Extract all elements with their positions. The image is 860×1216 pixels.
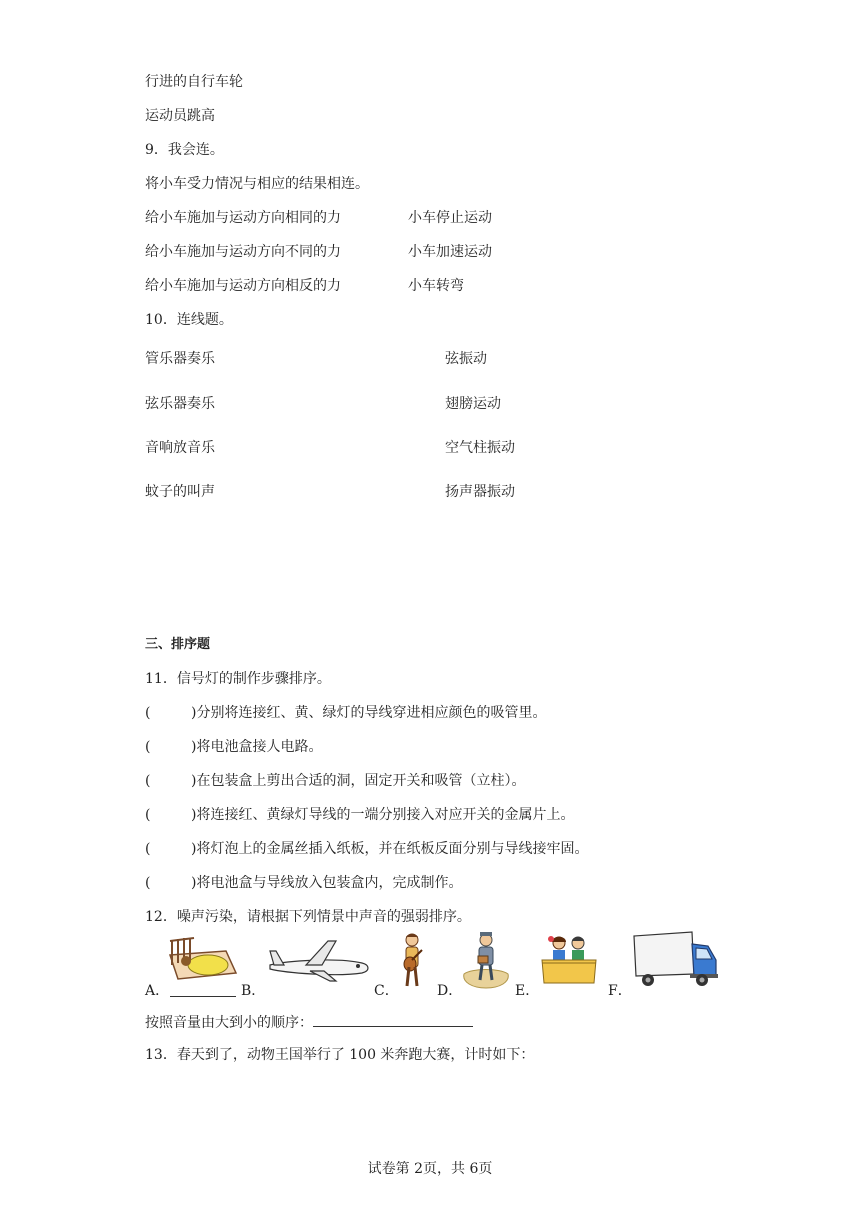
option-letter-f: F． <box>608 983 632 999</box>
top-item: 行进的自行车轮 <box>145 74 243 90</box>
order-answer-blank[interactable] <box>313 1012 473 1027</box>
question-13-title: 13．春天到了，动物王国举行了 100 米奔跑大赛，计时如下： <box>145 1047 535 1063</box>
q10-right-item: 弦振动 <box>445 351 487 367</box>
sort-step: ( )在包装盒上剪出合适的洞，固定开关和吸管（立柱）。 <box>145 773 526 789</box>
sleeping-person-icon <box>164 935 238 983</box>
option-letter-d: D． <box>437 983 463 999</box>
guitar-player-icon <box>398 932 426 990</box>
answer-blank-open[interactable]: ( <box>145 773 151 789</box>
option-a-blank[interactable] <box>170 982 236 997</box>
q10-left-item: 音响放音乐 <box>145 440 215 456</box>
q9-left-item: 给小车施加与运动方向相反的力 <box>145 278 341 294</box>
order-label: 按照音量由大到小的顺序： <box>145 1012 473 1032</box>
q10-left-item: 管乐器奏乐 <box>145 351 215 367</box>
q9-right-item: 小车停止运动 <box>408 210 492 226</box>
q9-right-item: 小车加速运动 <box>408 244 492 260</box>
truck-icon <box>630 930 718 990</box>
answer-blank-open[interactable]: ( <box>145 705 151 721</box>
sort-step: ( )将电池盒与导线放入包装盒内，完成制作。 <box>145 875 463 891</box>
worker-icon <box>460 930 512 992</box>
q10-right-item: 空气柱振动 <box>445 440 515 456</box>
top-item: 运动员跳高 <box>145 108 215 124</box>
question-11-title: 11．信号灯的制作步骤排序。 <box>145 671 331 687</box>
question-9-title: 9．我会连。 <box>145 142 224 158</box>
option-letter-a: A． <box>145 983 170 999</box>
q10-left-item: 弦乐器奏乐 <box>145 396 215 412</box>
answer-blank-open[interactable]: ( <box>145 841 151 857</box>
option-letter-b: B． <box>241 983 266 999</box>
q9-left-item: 给小车施加与运动方向相同的力 <box>145 210 341 226</box>
question-9-instruction: 将小车受力情况与相应的结果相连。 <box>145 176 369 192</box>
q9-right-item: 小车转弯 <box>408 278 464 294</box>
option-letter-c: C． <box>374 983 399 999</box>
answer-blank-open[interactable]: ( <box>145 807 151 823</box>
question-12-title: 12．噪声污染，请根据下列情景中声音的强弱排序。 <box>145 909 471 925</box>
students-talking-icon <box>540 933 598 985</box>
page-footer: 试卷第 2页，共 6页 <box>367 1161 493 1177</box>
option-letter-e: E． <box>515 983 540 999</box>
answer-blank-open[interactable]: ( <box>145 875 151 891</box>
q10-right-item: 扬声器振动 <box>445 484 515 500</box>
sort-step: ( )将灯泡上的金属丝插入纸板，并在纸板反面分别与导线接牢固。 <box>145 841 589 857</box>
airplane-icon <box>266 935 372 983</box>
q9-left-item: 给小车施加与运动方向不同的力 <box>145 244 341 260</box>
answer-blank-open[interactable]: ( <box>145 739 151 755</box>
sort-step: ( )将连接红、黄绿灯导线的一端分别接入对应开关的金属片上。 <box>145 807 575 823</box>
sort-step: ( )将电池盒接人电路。 <box>145 739 323 755</box>
sort-step: ( )分别将连接红、黄、绿灯的导线穿进相应颜色的吸管里。 <box>145 705 547 721</box>
question-10-title: 10．连线题。 <box>145 312 233 328</box>
q10-left-item: 蚊子的叫声 <box>145 484 215 500</box>
q10-right-item: 翅膀运动 <box>445 396 501 412</box>
section-heading: 三、排序题 <box>145 637 211 652</box>
